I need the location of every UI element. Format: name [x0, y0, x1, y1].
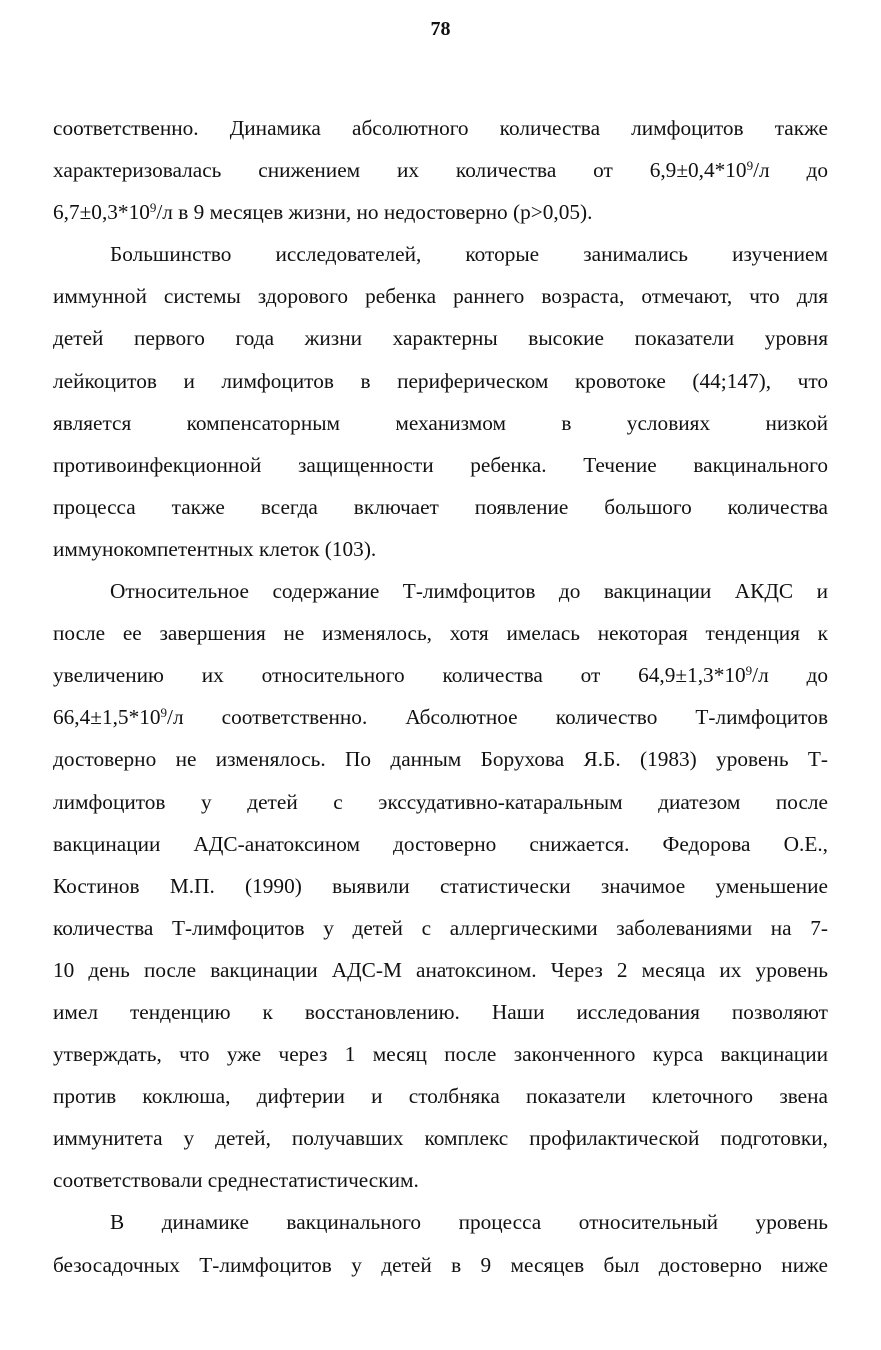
text-segment: лимфоцитов у детей с экссудативно-катаральным диатезом после: [53, 789, 828, 814]
text-segment: /л до: [752, 663, 828, 688]
text-segment: иммунной системы здорового ребенка раннего возраста, отмечают, что для: [53, 284, 828, 309]
text-line: [53, 486, 828, 528]
text-segment: противоинфекционной защищенности ребенка. Течение вакцинального: [53, 452, 828, 477]
text-segment: Костинов М.П. (1990) выявили статистически значимое уменьшение: [53, 873, 828, 898]
text-line: [53, 1159, 828, 1201]
text-segment: характеризовалась снижением их количества от 6,9±0,4*10: [53, 158, 747, 183]
text-line: [53, 738, 828, 780]
text-segment: соответственно. Динамика абсолютного количества лимфоцитов также: [53, 116, 828, 140]
text-line: [53, 444, 828, 486]
text-segment: имел тенденцию к восстановлению. Наши исследования позволяют: [53, 999, 828, 1024]
superscript: 9: [160, 705, 168, 721]
text-segment: вакцинации АДС-анатоксином достоверно снижается. Федорова О.Е.,: [53, 831, 828, 856]
text-line: [53, 275, 828, 317]
text-segment: детей первого года жизни характерны высокие показатели уровня: [53, 326, 828, 351]
text-segment: /л в 9 месяцев жизни, но недостоверно (р>0,05).: [156, 200, 593, 225]
text-segment: 6,7±0,3*10: [53, 200, 150, 225]
text-line: [53, 1117, 828, 1159]
text-segment: достоверно не изменялось. По данным Борухова Я.Б. (1983) уровень Т-: [53, 747, 828, 772]
text-line: [53, 1033, 828, 1075]
superscript: 9: [149, 200, 157, 216]
text-segment: является компенсаторным механизмом в условиях низкой: [53, 410, 828, 435]
text-line: [53, 191, 828, 233]
text-line: [53, 149, 828, 191]
text-line: [53, 233, 828, 275]
text-line: [53, 528, 828, 570]
text-line: [53, 781, 828, 823]
text-segment: иммунокомпетентных клеток (103).: [53, 536, 377, 561]
text-segment: процесса также всегда включает появление большого количества: [53, 494, 828, 519]
text-line: [53, 1244, 828, 1286]
text-segment: 10 день после вакцинации АДС-М анатоксином. Через 2 месяца их уровень: [53, 957, 828, 982]
page-number: 78: [430, 18, 451, 40]
text-line: [53, 907, 828, 949]
superscript: 9: [746, 158, 754, 174]
paragraph: [53, 570, 828, 1201]
text-segment: иммунитета у детей, получавших комплекс профилактической подготовки,: [53, 1126, 828, 1151]
paragraph: [53, 233, 828, 570]
text-line: [53, 823, 828, 865]
text-segment: Большинство исследователей, которые занимались изучением: [110, 242, 828, 267]
text-segment: 66,4±1,5*10: [53, 705, 161, 730]
text-segment: утверждать, что уже через 1 месяц после законченного курса вакцинации: [53, 1042, 828, 1067]
text-segment: увеличению их относительного количества от 64,9±1,3*10: [53, 663, 746, 688]
text-segment: безосадочных Т-лимфоцитов у детей в 9 месяцев был достоверно ниже: [53, 1252, 828, 1277]
text-segment: после ее завершения не изменялось, хотя имелась некоторая тенденция к: [53, 621, 828, 646]
text-segment: Относительное содержание Т-лимфоцитов до вакцинации АКДС и: [110, 579, 828, 604]
paragraph: [53, 107, 828, 233]
text-line: [53, 402, 828, 444]
text-line: [53, 1201, 828, 1243]
text-line: [53, 570, 828, 612]
text-segment: лейкоцитов и лимфоцитов в периферическом кровотоке (44;147), что: [53, 368, 828, 393]
text-segment: соответствовали среднестатистическим.: [53, 1168, 419, 1193]
text-segment: /л соответственно. Абсолютное количество Т-лимфоцитов: [167, 705, 828, 730]
document-body: [53, 107, 828, 1286]
text-line: [53, 612, 828, 654]
paragraph: [53, 1201, 828, 1285]
text-line: [53, 949, 828, 991]
text-line: [53, 865, 828, 907]
text-line: [53, 107, 828, 149]
text-line: [53, 360, 828, 402]
text-segment: количества Т-лимфоцитов у детей с аллергическими заболеваниями на 7-: [53, 915, 828, 940]
text-line: [53, 1075, 828, 1117]
text-line: [53, 696, 828, 738]
text-segment: против коклюша, дифтерии и столбняка показатели клеточного звена: [53, 1084, 828, 1109]
text-line: [53, 654, 828, 696]
text-line: [53, 317, 828, 359]
text-line: [53, 991, 828, 1033]
text-segment: /л до: [753, 158, 828, 183]
superscript: 9: [745, 663, 753, 679]
text-segment: В динамике вакцинального процесса относительный уровень: [110, 1210, 828, 1235]
